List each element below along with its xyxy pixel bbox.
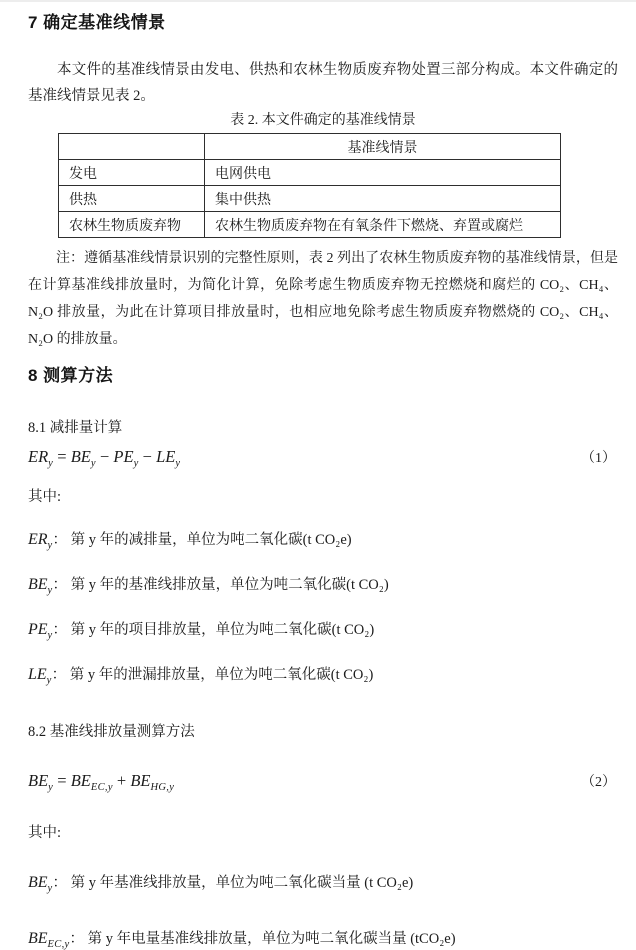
section-8-1-heading: 8.1 减排量计算 bbox=[28, 420, 123, 436]
variable-BEECy: $BE_{EC,y}$ bbox=[28, 930, 70, 950]
section-8-heading: 8 测算方法 bbox=[28, 366, 114, 385]
equation-1-number: （1） bbox=[581, 451, 616, 466]
table-cell-scenario: 集中供热 bbox=[205, 186, 561, 212]
definition-BEy-2 bbox=[28, 872, 618, 894]
section-7-heading: 7 确定基准线情景 bbox=[28, 13, 166, 32]
table-header-cell-baseline: 基准线情景 bbox=[205, 134, 561, 160]
table-cell-scenario: 电网供电 bbox=[205, 160, 561, 186]
section-7-paragraph: 本文件的基准线情景由发电、供热和农林生物质废弃物处置三部分构成。本文件确定的基准线情景见表 2。 bbox=[28, 62, 618, 104]
where-label-2: 其中: bbox=[28, 825, 62, 841]
definition-BEECy bbox=[28, 928, 618, 950]
variable-BEy: $BE_y$ bbox=[28, 576, 53, 596]
table-cell-category: 农林生物质废弃物 bbox=[59, 212, 205, 238]
definition-BEy-text: ： 第 y 年的基准线排放量，单位为吨二氧化碳(t CO₂) bbox=[52, 577, 389, 593]
variable-ERy: $ER_y$ bbox=[28, 531, 53, 551]
where-label-1: 其中: bbox=[28, 489, 62, 505]
definition-BEy-2-text: ： 第 y 年基准线排放量，单位为吨二氧化碳当量 (t CO₂e) bbox=[52, 875, 414, 891]
definition-LEy bbox=[28, 664, 618, 686]
table-cell-category: 供热 bbox=[59, 186, 205, 212]
baseline-scenario-table bbox=[58, 133, 561, 238]
equation-1-row bbox=[28, 447, 618, 467]
definition-PEy-text: ： 第 y 年的项目排放量，单位为吨二氧化碳(t CO₂) bbox=[52, 622, 375, 638]
section-8-2-heading: 8.2 基准线排放量测算方法 bbox=[28, 724, 195, 740]
table-header-row bbox=[59, 134, 561, 160]
table-2-note: 注：遵循基准线情景识别的完整性原则，表 2 列出了农林生物质废弃物的基准线情景，但是在计算基准线排放量时，为简化计算，免除考虑生物质废弃物无控燃烧和腐烂的 CO₂、CH₄、N₂O 排放量，为此在计算项目排放量时，也相应地免除考虑生物质废弃物燃烧的 CO₂、CH₄、N₂O 的排放量。 bbox=[28, 251, 618, 347]
table-row-heat bbox=[59, 186, 561, 212]
variable-PEy: $PE_y$ bbox=[28, 621, 53, 641]
variable-LEy: $LE_y$ bbox=[28, 666, 52, 686]
table-row-power bbox=[59, 160, 561, 186]
table-header-cell-empty bbox=[59, 134, 205, 160]
definition-LEy-text: ： 第 y 年的泄漏排放量，单位为吨二氧化碳(t CO₂) bbox=[51, 667, 374, 683]
table-row-biomass bbox=[59, 212, 561, 238]
definition-BEy bbox=[28, 574, 618, 596]
definition-PEy bbox=[28, 619, 618, 641]
definition-ERy bbox=[28, 529, 618, 551]
equation-2-number: （2） bbox=[581, 775, 616, 790]
definition-ERy-text: ： 第 y 年的减排量，单位为吨二氧化碳(t CO₂e) bbox=[52, 532, 352, 548]
table-2-caption: 表 2. 本文件确定的基准线情景 bbox=[230, 113, 416, 128]
equation-1-formula: $ER_y = BE_y - PE_y - LE_y$ bbox=[28, 447, 181, 469]
equation-2-formula: $BE_y = BE_{EC,y} + BE_{HG,y}$ bbox=[28, 771, 175, 793]
table-cell-scenario: 农林生物质废弃物在有氧条件下燃烧、弃置或腐烂 bbox=[205, 212, 561, 238]
table-cell-category: 发电 bbox=[59, 160, 205, 186]
document-page bbox=[0, 2, 636, 950]
definition-BEECy-text: ： 第 y 年电量基准线排放量，单位为吨二氧化碳当量 (tCO₂e) bbox=[69, 931, 456, 947]
equation-2-row bbox=[28, 771, 618, 791]
variable-BEy-2: $BE_y$ bbox=[28, 874, 53, 894]
